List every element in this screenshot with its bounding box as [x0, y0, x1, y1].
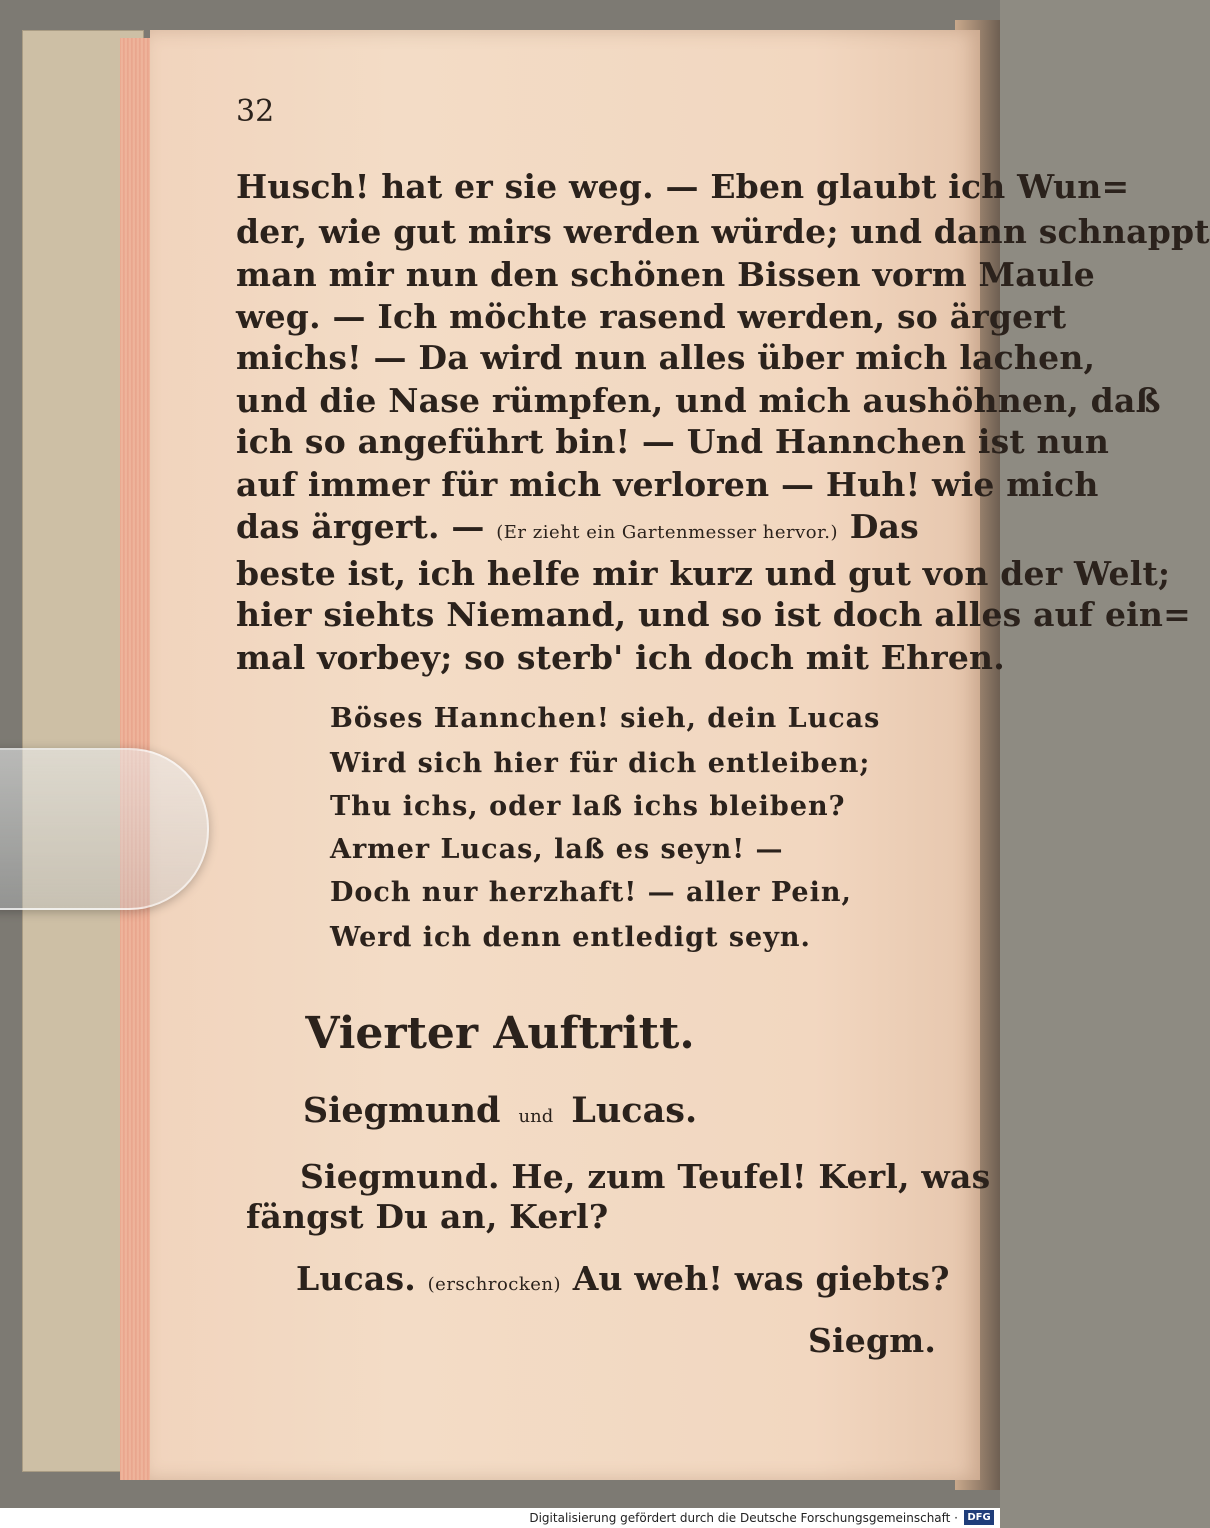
prose-line: weg. — Ich möchte rasend werden, so ärgert — [236, 297, 1067, 336]
speech: He, zum Teufel! Kerl, was — [511, 1157, 991, 1196]
verse-line: Werd ich denn entledigt seyn. — [330, 922, 811, 953]
prose-line: Husch! hat er sie weg. — Eben glaubt ich Wun= — [236, 167, 1130, 206]
prose-line: auf immer für mich verloren — Huh! wie mich — [236, 465, 1099, 504]
footer-bar — [0, 1508, 1000, 1528]
person-name: Lucas. — [571, 1090, 698, 1131]
dialogue-line — [300, 1157, 991, 1196]
persons-line — [0, 1090, 1000, 1131]
prose-line: michs! — Da wird nun alles über mich lachen, — [236, 338, 1096, 377]
glass-page-weight — [0, 748, 209, 910]
prose-fragment: das ärgert. — — [236, 507, 497, 546]
footer-credit: Digitalisierung gefördert durch die Deutsche Forschungsgemeinschaft · — [529, 1511, 958, 1525]
dialogue-line — [296, 1259, 950, 1298]
verse-line: Thu ichs, oder laß ichs bleiben? — [330, 791, 846, 822]
verse-line: Böses Hannchen! sieh, dein Lucas — [330, 703, 881, 734]
stage-direction: (erschrocken) — [427, 1274, 562, 1295]
stage-direction: (Er zieht ein Gartenmesser hervor.) — [496, 522, 839, 543]
prose-line: mal vorbey; so sterb' ich doch mit Ehren. — [236, 638, 1005, 677]
stage-direction-line — [236, 507, 919, 546]
dialogue-line: fängst Du an, Kerl? — [246, 1197, 609, 1236]
catchword: Siegm. — [808, 1321, 937, 1360]
prose-line: beste ist, ich helfe mir kurz und gut von der Welt; — [236, 554, 1171, 593]
page-number: 32 — [236, 94, 275, 129]
prose-line: hier siehts Niemand, und so ist doch alles auf ein= — [236, 595, 1191, 634]
speech: Au weh! was giebts? — [572, 1259, 950, 1298]
conjunction: und — [518, 1106, 554, 1127]
speaker-name: Lucas. — [296, 1259, 416, 1298]
verse-line: Doch nur herzhaft! — aller Pein, — [330, 877, 852, 908]
verse-line: Wird sich hier für dich entleiben; — [330, 748, 871, 779]
prose-line: der, wie gut mirs werden würde; und dann schnappt — [236, 212, 1210, 251]
scene-heading: Vierter Auftritt. — [305, 1008, 695, 1059]
prose-line: ich so angeführt bin! — Und Hannchen ist nun — [236, 422, 1110, 461]
person-name: Siegmund — [302, 1090, 501, 1131]
verse-line: Armer Lucas, laß es seyn! — — [330, 834, 784, 865]
prose-fragment: Das — [838, 507, 919, 546]
prose-line: man mir nun den schönen Bissen vorm Maule — [236, 255, 1095, 294]
prose-line: und die Nase rümpfen, und mich aushöhnen, daß — [236, 381, 1161, 420]
speaker-name: Siegmund. — [300, 1157, 500, 1196]
dfg-logo-icon: DFG — [964, 1510, 994, 1525]
